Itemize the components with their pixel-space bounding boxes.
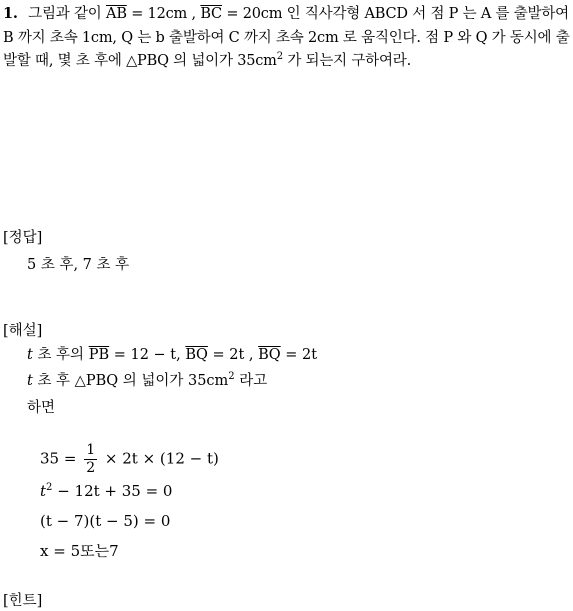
var-t: t	[27, 373, 33, 389]
problem-text-3: = 20cm 인 직사각형 ABCD 서 점 P 는 A 를 출발하여 B 까지 초속 1cm, Q 는 b 출발하여 C 까지 초속 2cm 로 움직인다. 점 P 와 Q 가 동시에 출발할 때, 몇 초 후에 △PBQ 의 넓이가 35cm	[3, 6, 570, 69]
area-exponent: 2	[276, 51, 283, 63]
segment-bc: $\overline{BC}$	[200, 6, 222, 22]
equation-3: (t − 7)(t − 5) = 0	[40, 512, 171, 530]
solution-text: 초 후의	[37, 347, 85, 363]
equation-rhs: × 2t × (12 − t)	[104, 449, 219, 468]
equation-2	[40, 481, 172, 501]
exponent: 2	[46, 482, 53, 493]
equation-rest: − 12t + 35 = 0	[57, 482, 173, 500]
solution-line-2	[27, 371, 267, 391]
answer-text: 5 초 후, 7 초 후	[27, 257, 130, 273]
area-exponent: 2	[228, 371, 235, 383]
problem-text-1: 그림과 같이	[28, 6, 102, 22]
solution-text: 라고	[239, 373, 268, 389]
fraction-numerator: 1	[86, 442, 96, 458]
problem-number: 1.	[3, 5, 18, 22]
solution-text: = 2t	[285, 347, 318, 363]
segment-bq: $\overline{BQ}$	[185, 347, 208, 363]
solution-line-1	[27, 345, 317, 365]
var-t: t	[40, 482, 47, 500]
hint-label: [힌트]	[3, 593, 43, 609]
solution-text: = 12 − t,	[113, 347, 181, 363]
solution-line-3: 하면	[27, 400, 56, 416]
problem-statement	[3, 2, 571, 74]
equation-4: x = 5또는7	[40, 542, 119, 560]
solution-text: 초 후 △PBQ 의 넓이가 35cm	[37, 373, 229, 389]
solution-text: = 2t ,	[212, 347, 254, 363]
solution-label: [해설]	[3, 323, 43, 339]
var-t: t	[27, 347, 33, 363]
equation-1	[40, 442, 219, 477]
fraction-half	[84, 442, 97, 477]
problem-text-4: 가 되는지 구하여라.	[287, 53, 412, 69]
answer-label: [정답]	[3, 230, 43, 246]
problem-text-2: = 12cm ,	[131, 6, 196, 22]
equation-lhs: 35 =	[40, 449, 77, 468]
segment-bq: $\overline{BQ}$	[258, 347, 281, 363]
segment-pb: $\overline{PB}$	[88, 347, 110, 363]
fraction-denominator: 2	[86, 460, 96, 476]
segment-ab: $\overline{AB}$	[106, 6, 127, 22]
